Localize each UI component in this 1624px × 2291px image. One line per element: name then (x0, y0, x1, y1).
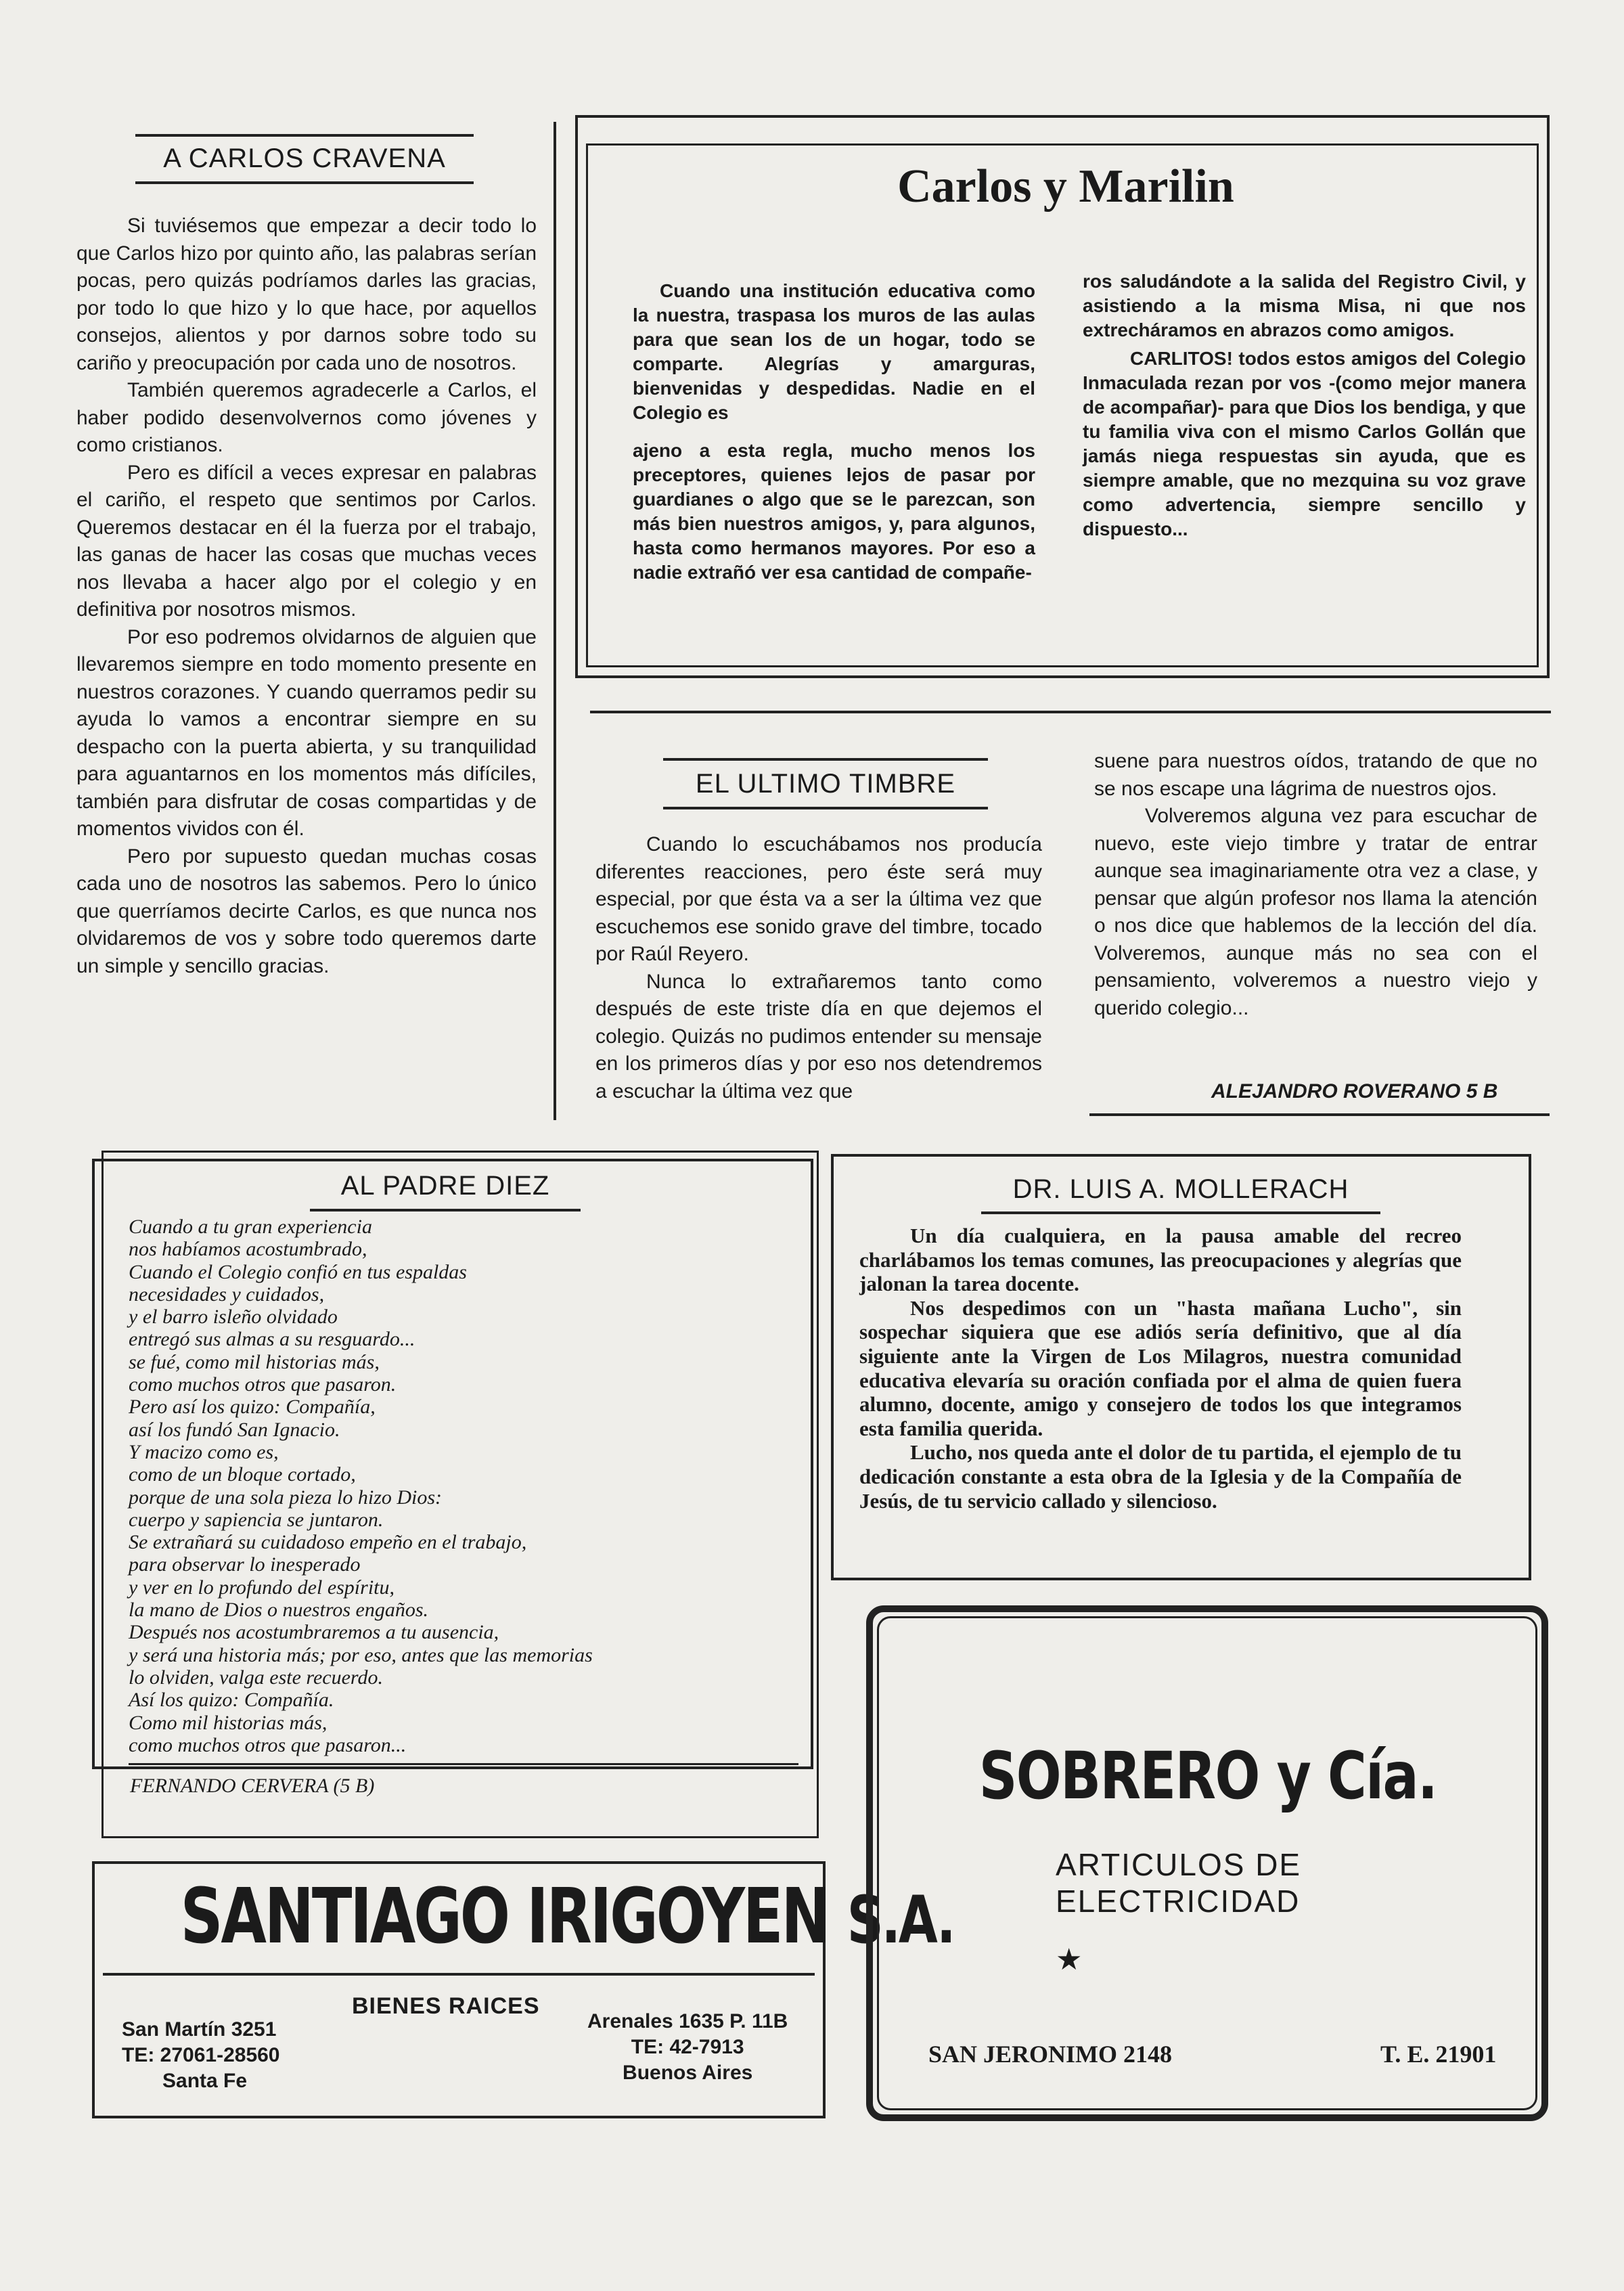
poem-line: se fué, como mil historias más, (129, 1350, 380, 1373)
poem-line: porque de una sola pieza lo hizo Dios: (129, 1486, 443, 1509)
poem-line: cuerpo y sapiencia se juntaron. (129, 1508, 384, 1531)
timbre-top-rule (663, 758, 988, 761)
timbre-bottom-rule (1089, 1113, 1550, 1116)
cravena-right-rule (554, 122, 556, 1120)
poem-line: Así los quizo: Compañía. (129, 1689, 334, 1712)
marilin-paragraph: ros saludándote a la salida del Registro Civil, y asistiendo a la misma Misa, ni que nos extrecháramos en abrazos como amigos. (1083, 271, 1526, 340)
mollerach-paragraph: Un día cualquiera, en la pausa amable del recreo charlábamos los temas comunes, las preocupaciones y alegrías que jalonan la tarea docente. (859, 1224, 1462, 1296)
padre-diez-signature: FERNANDO CERVERA (5 B) (130, 1775, 375, 1797)
marilin-col-2 (1083, 269, 1526, 541)
timbre-paragraph: Cuando lo escuchábamos nos producía diferentes reacciones, pero éste será muy especial, por que ésta va a ser la última vez que escuchemos ese sonido grave del timbre, tocado por Raúl Reyero. (595, 833, 1042, 965)
irigoyen-name (180, 1869, 954, 1967)
irigoyen-addr2-line3: Buenos Aires (623, 2062, 753, 2084)
marilin-paragraph: Cuando una institución educativa como la nuestra, traspasa los muros de las aulas para que sean los de un hogar, todo se comparte. Alegrías y amarguras, bienvenidas y despedidas. Nadie en el Colegio es (633, 280, 1035, 423)
irigoyen-address-buenos-aires (587, 2009, 788, 2086)
cravena-title: A CARLOS CRAVENA (163, 143, 446, 173)
mollerach-paragraph: Nos despedimos con un "hasta mañana Lucho", sin sospechar siquiera que ese adiós sería definitivo, que al día siguiente ante la Virgen de Los Milagros, nuestra comunidad educativa elevaría su oración confiada por el alma de quien fuera alumno, docente, amigo y consejero de todos los que integramos esta familia querida. (859, 1295, 1462, 1440)
sobrero-phone: T. E. 21901 (1380, 2041, 1497, 2068)
sobrero-name: SOBRERO y Cía. (978, 1738, 1437, 1814)
poem-line: Cuando a tu gran experiencia (129, 1216, 372, 1238)
poem-line: como muchos otros que pasaron. (129, 1373, 397, 1396)
marilin-paragraph: ajeno a esta regla, mucho menos los preceptores, quienes lejos de pasar por guardianes o algo que se le parezcan, son más bien nuestros amigos, y, para algunos, hasta como hermanos mayores. Por eso a nadie extrañó ver esa cantidad de compañe- (633, 440, 1035, 583)
timbre-col-2 (1094, 748, 1537, 1022)
poem-line: Y macizo como es, (129, 1440, 279, 1463)
poem-line: y será una historia más; por eso, antes que las memorias (129, 1643, 593, 1666)
irigoyen-name-main: SANTIAGO IRIGOYEN (180, 1873, 829, 1961)
timbre-paragraph: Volveremos alguna vez para escuchar de nuevo, este viejo timbre y tratar de entrar aunque sea imaginariamente otra vez a clase, y pensar que algún profesor nos llama la atención o nos dice que hablemos de la lección del día. Volveremos, aunque más no sea con el pensamiento, volveremos a nuestro viejo y querido colegio... (1094, 805, 1537, 1019)
poem-line: Cuando el Colegio confió en tus espaldas (129, 1260, 467, 1283)
poem-line: y ver en lo profundo del espíritu, (129, 1576, 394, 1599)
section-divider (590, 711, 1551, 713)
padre-diez-title-rule (310, 1209, 581, 1211)
cravena-paragraph: Si tuviésemos que empezar a decir todo lo que Carlos hizo por quinto año, las palabras serían pocas, pero quizás podríamos darles las gracias, por todo lo que hizo y lo que hace, por aquellos consejos, alientos y por darnos sobre todo su cariño y preocupación por cada uno de nosotros. (76, 215, 537, 374)
cravena-top-rule (135, 134, 474, 137)
irigoyen-addr1-line1: San Martín 3251 (122, 2018, 277, 2041)
cravena-title-rule (135, 181, 474, 184)
sobrero-address: SAN JERONIMO 2148 (928, 2041, 1173, 2068)
poem-line: Después nos acostumbraremos a tu ausencia, (129, 1621, 499, 1644)
poem-line: necesidades y cuidados, (129, 1283, 325, 1306)
poem-line: como muchos otros que pasaron... (129, 1733, 407, 1756)
marilin-paragraph: CARLITOS! todos estos amigos del Colegio Inmaculada rezan por vos -(como mejor manera de acompañar)- para que Dios los bendiga, y que tu familia viva con el mismo Carlos Gollán que jamás niega respuestas sin ayuda, que es siempre amable, que no mezquina su voz grave como advertencia, siempre sencillo y dispuesto... (1083, 348, 1526, 539)
cravena-paragraph: Por eso podremos olvidarnos de alguien que llevaremos siempre en todo momento presente en nuestros corazones. Y cuando querramos pedir su ayuda lo vamos a encontrar siempre en su despacho con la puerta abierta, y su tranquilidad para aguantarnos en los momentos más difíciles, también para disfrutar de cosas compartidas y de momentos vividos con él. (76, 625, 537, 840)
irigoyen-addr2-line2: TE: 42-7913 (631, 2036, 744, 2058)
marilin-col-1 (633, 279, 1035, 585)
irigoyen-address-santa-fe (122, 2017, 280, 2094)
timbre-title: EL ULTIMO TIMBRE (695, 769, 956, 799)
irigoyen-name-suffix: S.A. (847, 1882, 954, 1958)
cravena-paragraph: También queremos agradecerle a Carlos, el haber podido desenvolvernos como jóvenes y como cristianos. (76, 379, 537, 456)
poem-line: Pero así los quizo: Compañía, (129, 1396, 376, 1419)
poem-line: así los fundó San Ignacio. (129, 1418, 340, 1441)
timbre-title-rule (663, 807, 988, 809)
poem-line: Como mil historias más, (129, 1711, 328, 1734)
sobrero-star-icon: ★ (1056, 1943, 1083, 1976)
cravena-paragraph: Pero por supuesto quedan muchas cosas cada uno de nosotros las sabemos. Pero lo único que querríamos decirte Carlos, es que nunca nos olvidaremos de vos y sobre todo queremos darte un simple y sencillo gracias. (76, 845, 537, 977)
marilin-title: Carlos y Marilin (897, 160, 1234, 213)
padre-diez-title: AL PADRE DIEZ (340, 1171, 550, 1201)
poem-line: como de un bloque cortado, (129, 1463, 356, 1486)
timbre-signature: ALEJANDRO ROVERANO 5 B (1211, 1080, 1498, 1103)
irigoyen-tagline: BIENES RAICES (352, 1993, 540, 2019)
poem-line: Se extrañará su cuidadoso empeño en el trabajo, (129, 1531, 527, 1554)
poem-line: la mano de Dios o nuestros engaños. (129, 1599, 429, 1622)
irigoyen-addr2-line1: Arenales 1635 P. 11B (587, 2010, 788, 2032)
mollerach-paragraph: Lucho, nos queda ante el dolor de tu partida, el ejemplo de tu dedicación constante a esta obra de la Iglesia y de la Compañía de Jesús, de tu servicio callado y silencioso. (859, 1440, 1462, 1513)
mollerach-body (859, 1224, 1462, 1513)
padre-diez-sig-rule (129, 1763, 798, 1765)
poem-line: para observar lo inesperado (129, 1553, 361, 1576)
poem-line: entregó sus almas a su resguardo... (129, 1328, 415, 1351)
cravena-body (76, 213, 537, 980)
irigoyen-divider (103, 1973, 815, 1976)
irigoyen-addr1-line3: Santa Fe (162, 2070, 248, 2092)
irigoyen-addr1-line2: TE: 27061-28560 (122, 2044, 280, 2066)
mollerach-title: DR. LUIS A. MOLLERACH (1012, 1174, 1349, 1204)
mollerach-title-rule (981, 1211, 1380, 1214)
sobrero-line-2: ELECTRICIDAD (1056, 1884, 1301, 1919)
poem-line: lo olviden, valga este recuerdo. (129, 1666, 383, 1689)
sobrero-line-1: ARTICULOS DE (1056, 1847, 1302, 1882)
timbre-paragraph: suene para nuestros oídos, tratando de que no se nos escape una lágrima de nuestros ojos. (1094, 750, 1537, 800)
poem-line: y el barro isleño olvidado (129, 1306, 338, 1329)
cravena-paragraph: Pero es difícil a veces expresar en palabras el cariño, el respeto que sentimos por Carlos. Queremos destacar en él la fuerza por el trabajo, las ganas de hacer las cosas que muchas veces nos llevaba a hacer algo por el colegio y en definitiva por nosotros mismos. (76, 461, 537, 621)
poem-line: nos habíamos acostumbrado, (129, 1238, 367, 1261)
timbre-paragraph: Nunca lo extrañaremos tanto como después de este triste día en que dejemos el colegio. Quizás no pudimos entender su mensaje en los primeros días y por eso nos detendremos a escuchar la última vez que (595, 970, 1042, 1103)
timbre-col-1 (595, 831, 1042, 1105)
padre-diez-poem (129, 1216, 798, 1756)
